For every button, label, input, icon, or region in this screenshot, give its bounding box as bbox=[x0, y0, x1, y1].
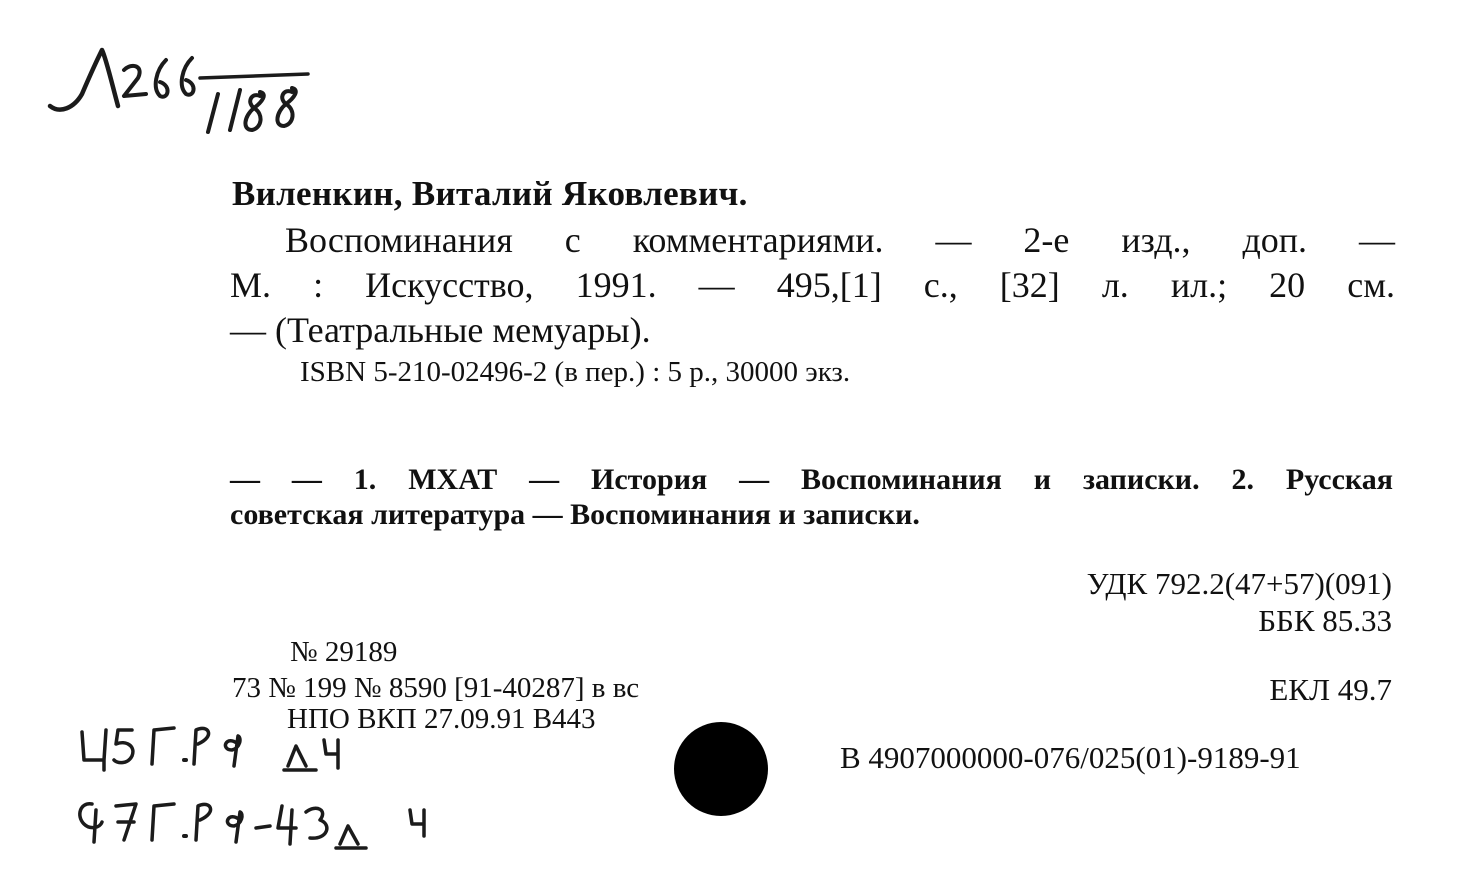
v-code: В 4907000000-076/025(01)-9189-91 bbox=[840, 740, 1301, 775]
bbk-code: ББК 85.33 bbox=[1258, 603, 1392, 638]
subject-line-1: — — 1. МХАТ — История — Воспоминания и записки. 2. Русская bbox=[230, 463, 1393, 496]
title-line-2: М. : Искусство, 1991. — 495,[1] с., [32] л. ил.; 20 см. bbox=[230, 265, 1395, 305]
title-line-1: Воспоминания с комментариями. — 2-е изд., доп. — bbox=[285, 220, 1395, 260]
print-line: 73 № 199 № 8590 [91-40287] в вс bbox=[232, 672, 640, 704]
title-line-3: — (Театральные мемуары). bbox=[230, 310, 651, 350]
punch-hole bbox=[674, 722, 768, 816]
isbn-line: ISBN 5-210-02496-2 (в пер.) : 5 р., 30000 экз. bbox=[300, 356, 851, 388]
udk-code: УДК 792.2(47+57)(091) bbox=[1086, 566, 1392, 601]
handwritten-shelf-marks bbox=[70, 710, 450, 880]
subject-line-2: советская литература — Воспоминания и записки. bbox=[230, 498, 920, 531]
npo-line: НПО ВКП 27.09.91 В443 bbox=[287, 703, 596, 735]
handwritten-call-number bbox=[40, 36, 320, 146]
ekl-code: ЕКЛ 49.7 bbox=[1269, 672, 1392, 707]
subject-headings bbox=[230, 462, 1393, 532]
author-heading: Виленкин, Виталий Яковлевич. bbox=[232, 174, 748, 213]
card-number: № 29189 bbox=[290, 636, 398, 668]
title-description bbox=[230, 218, 1395, 353]
